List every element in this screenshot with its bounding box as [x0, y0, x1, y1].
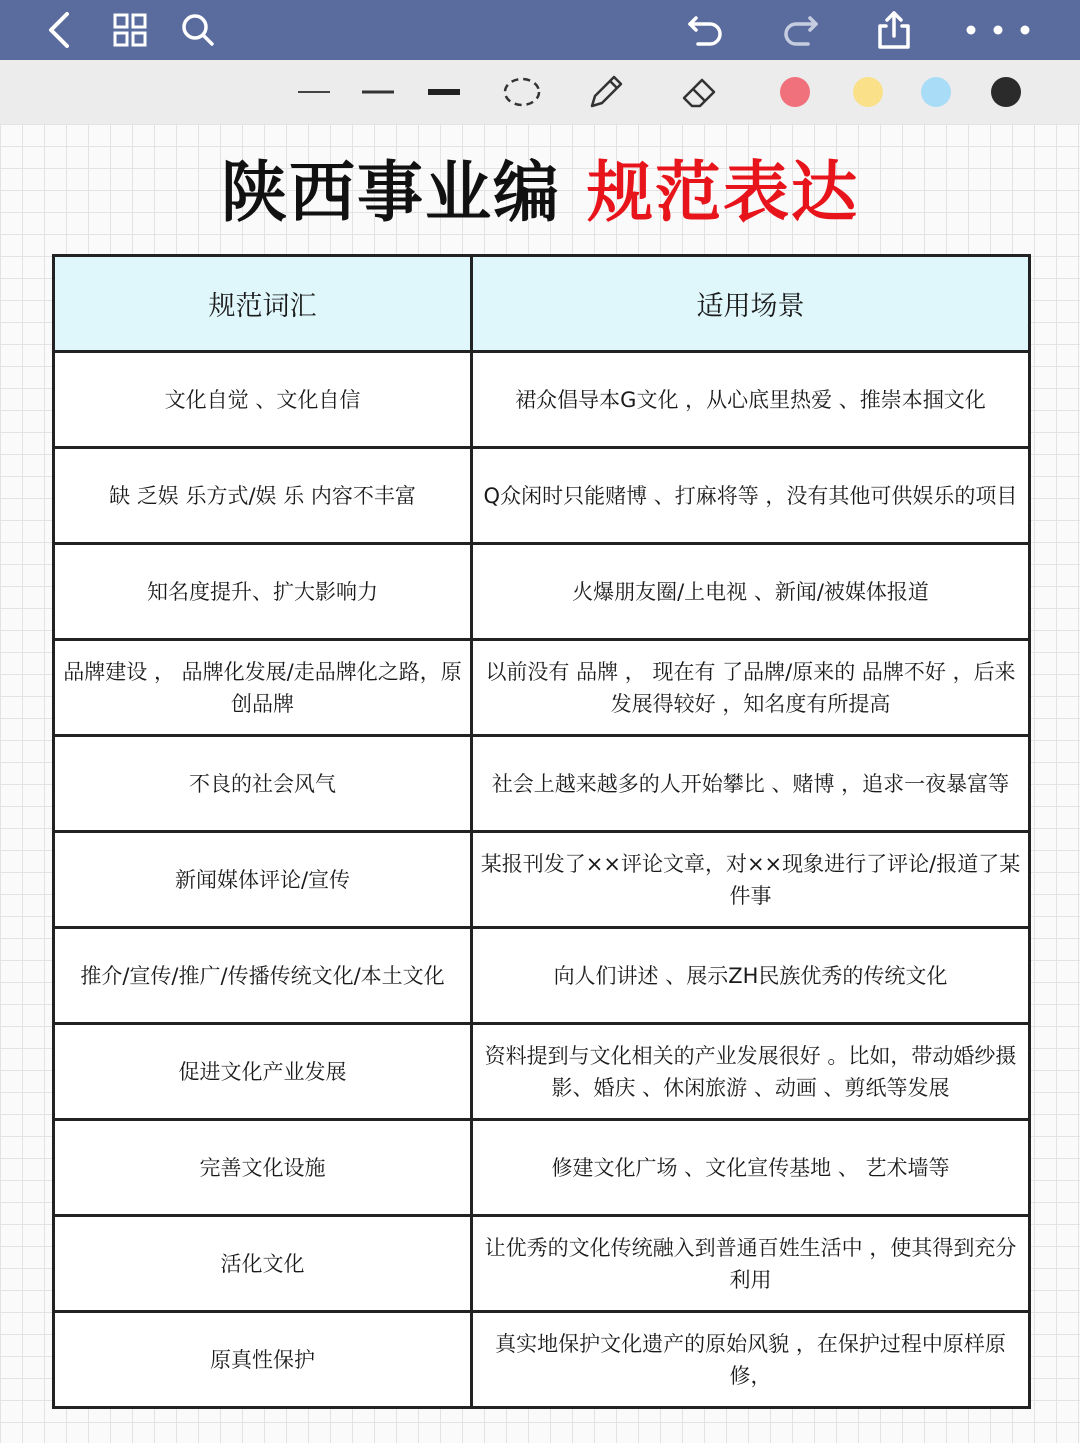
expression-table — [52, 254, 1031, 1409]
more-icon[interactable] — [958, 0, 1038, 60]
term-cell: 缺 乏娱 乐方式/娱 乐 内容不丰富 — [54, 448, 472, 544]
table-header-row — [54, 256, 1030, 352]
back-icon[interactable] — [28, 0, 88, 60]
scene-cell: 某报刊发了××评论文章，对××现象进行了评论/报道了某件事 — [472, 832, 1030, 928]
term-cell: 活化文化 — [54, 1216, 472, 1312]
header-scene: 适用场景 — [472, 256, 1030, 352]
table-row — [54, 1216, 1030, 1312]
color-swatch-black[interactable] — [976, 60, 1036, 124]
header-term: 规范词汇 — [54, 256, 472, 352]
table-row — [54, 1312, 1030, 1408]
color-swatch-yellow[interactable] — [838, 60, 898, 124]
search-icon[interactable] — [168, 0, 228, 60]
scene-cell: 向人们讲述 、展示ZH民族优秀的传统文化 — [472, 928, 1030, 1024]
color-swatch-pink[interactable] — [765, 60, 825, 124]
scene-cell: 修建文化广场 、文化宣传基地 、 艺术墙等 — [472, 1120, 1030, 1216]
term-cell: 促进文化产业发展 — [54, 1024, 472, 1120]
top-navigation-bar — [0, 0, 1080, 60]
table-row — [54, 544, 1030, 640]
eraser-icon[interactable] — [670, 60, 730, 124]
term-cell: 原真性保护 — [54, 1312, 472, 1408]
scene-cell: 社会上越来越多的人开始攀比 、赌博 ，追求一夜暴富等 — [472, 736, 1030, 832]
term-cell: 不良的社会风气 — [54, 736, 472, 832]
table-row — [54, 736, 1030, 832]
term-cell: 知名度提升、扩大影响力 — [54, 544, 472, 640]
pen-medium-icon[interactable] — [348, 60, 408, 124]
pencil-icon[interactable] — [576, 60, 636, 124]
pen-thin-icon[interactable] — [284, 60, 344, 124]
redo-icon[interactable] — [770, 0, 830, 60]
share-icon[interactable] — [864, 0, 924, 60]
table-row — [54, 928, 1030, 1024]
scene-cell: Q众闲时只能赌博 、打麻将等 ，没有其他可供娱乐的项目 — [472, 448, 1030, 544]
term-cell: 文化自觉 、文化自信 — [54, 352, 472, 448]
table-row — [54, 1120, 1030, 1216]
grid-icon[interactable] — [100, 0, 160, 60]
table-row — [54, 832, 1030, 928]
title-black-part: 陕西事业编 — [221, 154, 561, 231]
table-row — [54, 352, 1030, 448]
lasso-icon[interactable] — [492, 60, 552, 124]
undo-icon[interactable] — [676, 0, 736, 60]
term-cell: 新闻媒体评论/宣传 — [54, 832, 472, 928]
table-row — [54, 1024, 1030, 1120]
scene-cell: 让优秀的文化传统融入到普通百姓生活中 ，使其得到充分利用 — [472, 1216, 1030, 1312]
scene-cell: 以前没有 品牌 ， 现在有 了品牌/原来的 品牌不好 ，后来发展得较好 ，知名度有所提高 — [472, 640, 1030, 736]
term-cell: 推介/宣传/推广/传播传统文化/本土文化 — [54, 928, 472, 1024]
term-cell: 品牌建设 ， 品牌化发展/走品牌化之路，原创品牌 — [54, 640, 472, 736]
title-red-part: 规范表达 — [587, 154, 859, 231]
scene-cell: 火爆朋友圈/上电视 、新闻/被媒体报道 — [472, 544, 1030, 640]
color-swatch-blue[interactable] — [906, 60, 966, 124]
table-row — [54, 640, 1030, 736]
table-row — [54, 448, 1030, 544]
scene-cell: 资料提到与文化相关的产业发展很好 。比如，带动婚纱摄影、婚庆 、休闲旅游 、动画 、剪纸等发展 — [472, 1024, 1030, 1120]
scene-cell: 真实地保护文化遗产的原始风貌 ，在保护过程中原样原修， — [472, 1312, 1030, 1408]
page-title — [0, 148, 1080, 238]
term-cell: 完善文化设施 — [54, 1120, 472, 1216]
pen-thick-icon[interactable] — [414, 60, 474, 124]
drawing-toolbar — [0, 60, 1080, 124]
scene-cell: 裙众倡导本G文化 ，从心底里热爱 、推崇本掴文化 — [472, 352, 1030, 448]
